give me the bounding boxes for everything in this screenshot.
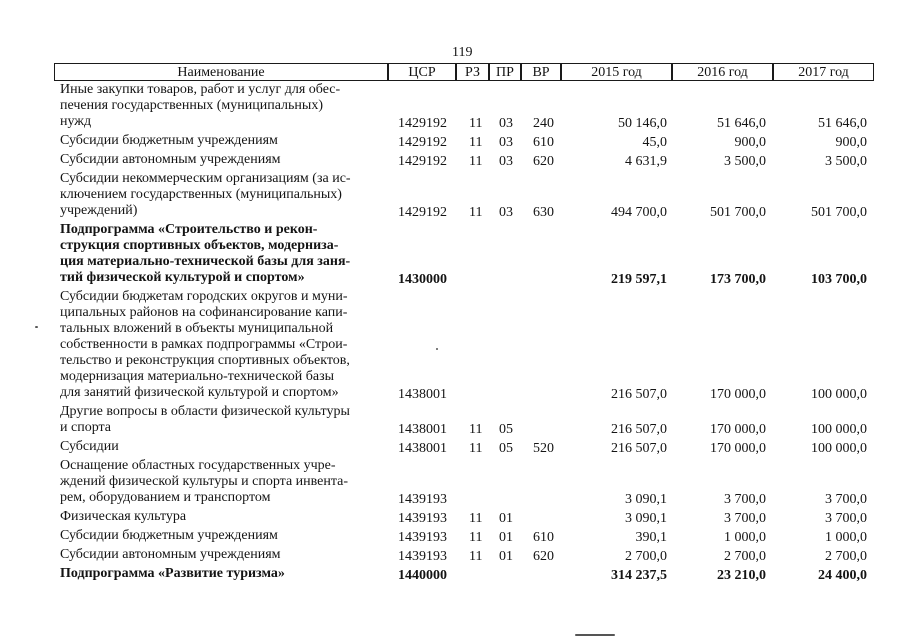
row-value-2016: 3 500,0 [724,154,766,169]
row-csr: 1429192 [398,154,447,169]
row-value-2017: 900,0 [835,135,867,150]
row-vr: 240 [533,116,554,131]
row-value-2017: 3 700,0 [825,511,867,526]
row-rz: 11 [469,154,483,169]
row-value-2017: 1 000,0 [825,530,867,545]
row-value-2017: 501 700,0 [811,205,867,220]
row-name-line: Другие вопросы в области физической культуры [60,404,350,419]
row-value-2017: 2 700,0 [825,549,867,564]
row-value-2017: 100 000,0 [811,387,867,402]
row-value-2016: 900,0 [734,135,766,150]
row-pr: 05 [499,422,513,437]
row-value-2016: 51 646,0 [717,116,766,131]
row-csr: 1438001 [398,387,447,402]
header-rz: РЗ [456,63,489,81]
row-value-2016: 1 000,0 [724,530,766,545]
header-csr: ЦСР [388,63,456,81]
row-rz: 11 [469,422,483,437]
row-value-2016: 170 000,0 [710,387,766,402]
row-name-line: тальных вложений в объекты муниципальной [60,321,334,336]
header-vr: ВР [521,63,561,81]
row-value-2016: 173 700,0 [710,272,766,287]
row-rz: 11 [469,441,483,456]
row-csr: 1439193 [398,549,447,564]
row-vr: 610 [533,135,554,150]
header-pr: ПР [489,63,521,81]
row-value-2015: 3 090,1 [625,492,667,507]
row-value-2016: 501 700,0 [710,205,766,220]
row-name-line: ждений физической культуры и спорта инвента- [60,474,349,489]
row-value-2017: 3 500,0 [825,154,867,169]
row-pr: 01 [499,549,513,564]
row-pr: 03 [499,116,513,131]
row-value-2017: 100 000,0 [811,422,867,437]
row-rz: 11 [469,205,483,220]
row-pr: 03 [499,135,513,150]
row-name-line: Субсидии бюджетам городских округов и муни- [60,289,348,304]
row-value-2015: 216 507,0 [611,422,667,437]
row-pr: 05 [499,441,513,456]
row-name-line: модернизация материально-технической базы [60,369,335,384]
scan-speck [35,326,38,328]
row-csr: 1440000 [398,568,447,583]
row-value-2015: 45,0 [642,135,667,150]
row-csr: 1429192 [398,205,447,220]
row-value-2016: 3 700,0 [724,492,766,507]
row-value-2017: 24 400,0 [818,568,867,583]
row-pr: 03 [499,205,513,220]
row-name-line: струкция спортивных объектов, модерниза- [60,238,339,253]
row-value-2015: 314 237,5 [611,568,667,583]
row-name-line: Оснащение областных государственных учре- [60,458,336,473]
header-name: Наименование [54,63,388,81]
row-value-2017: 103 700,0 [811,272,867,287]
row-csr: 1439193 [398,492,447,507]
row-value-2017: 51 646,0 [818,116,867,131]
row-pr: 01 [499,511,513,526]
row-name-line: Подпрограмма «Развитие туризма» [60,566,285,581]
row-csr: 1438001 [398,441,447,456]
row-csr: 1439193 [398,511,447,526]
row-value-2016: 170 000,0 [710,422,766,437]
row-value-2015: 50 146,0 [618,116,667,131]
row-value-2015: 2 700,0 [625,549,667,564]
row-name-line: собственности в рамках подпрограммы «Строи- [60,337,348,352]
row-pr: 03 [499,154,513,169]
row-rz: 11 [469,116,483,131]
row-name-line: Субсидии [60,439,119,454]
row-rz: 11 [469,530,483,545]
header-2017: 2017 год [773,63,874,81]
scan-speck [436,348,438,350]
row-csr: 1430000 [398,272,447,287]
row-vr: 520 [533,441,554,456]
row-name-line: Субсидии бюджетным учреждениям [60,133,278,148]
scan-speck [575,634,615,636]
row-vr: 620 [533,549,554,564]
row-name-line: и спорта [60,420,112,435]
row-value-2015: 216 507,0 [611,441,667,456]
row-name-line: для занятий физической культурой и спортом» [60,385,339,400]
row-value-2015: 390,1 [635,530,667,545]
row-value-2017: 100 000,0 [811,441,867,456]
row-name-line: нужд [60,114,92,129]
row-vr: 610 [533,530,554,545]
row-name-line: тий физической культурой и спортом» [60,270,305,285]
header-2015: 2015 год [561,63,672,81]
row-value-2015: 494 700,0 [611,205,667,220]
header-2016: 2016 год [672,63,773,81]
row-vr: 620 [533,154,554,169]
row-value-2015: 219 597,1 [611,272,667,287]
row-rz: 11 [469,511,483,526]
row-name-line: рем, оборудованием и транспортом [60,490,271,505]
row-value-2016: 170 000,0 [710,441,766,456]
row-value-2016: 3 700,0 [724,511,766,526]
row-value-2015: 3 090,1 [625,511,667,526]
row-name-line: ция материально-технической базы для заня- [60,254,351,269]
row-name-line: Субсидии некоммерческим организациям (за ис- [60,171,351,186]
row-value-2015: 4 631,9 [625,154,667,169]
row-name-line: Физическая культура [60,509,187,524]
row-name-line: Иные закупки товаров, работ и услуг для обес- [60,82,341,97]
row-csr: 1438001 [398,422,447,437]
row-name-line: Субсидии автономным учреждениям [60,152,281,167]
row-rz: 11 [469,135,483,150]
row-value-2016: 2 700,0 [724,549,766,564]
row-pr: 01 [499,530,513,545]
row-name-line: Подпрограмма «Строительство и рекон- [60,222,318,237]
row-csr: 1429192 [398,116,447,131]
row-rz: 11 [469,549,483,564]
row-name-line: Субсидии автономным учреждениям [60,547,281,562]
row-csr: 1429192 [398,135,447,150]
row-name-line: тельство и реконструкция спортивных объектов, [60,353,350,368]
row-vr: 630 [533,205,554,220]
row-value-2016: 23 210,0 [717,568,766,583]
row-name-line: печения государственных (муниципальных) [60,98,323,113]
row-name-line: Субсидии бюджетным учреждениям [60,528,278,543]
row-value-2017: 3 700,0 [825,492,867,507]
row-name-line: ключением государственных (муниципальных) [60,187,342,202]
row-name-line: ципальных районов на софинансирование капи- [60,305,348,320]
row-csr: 1439193 [398,530,447,545]
row-name-line: учреждений) [60,203,138,218]
row-value-2015: 216 507,0 [611,387,667,402]
page-number: 119 [452,45,473,60]
